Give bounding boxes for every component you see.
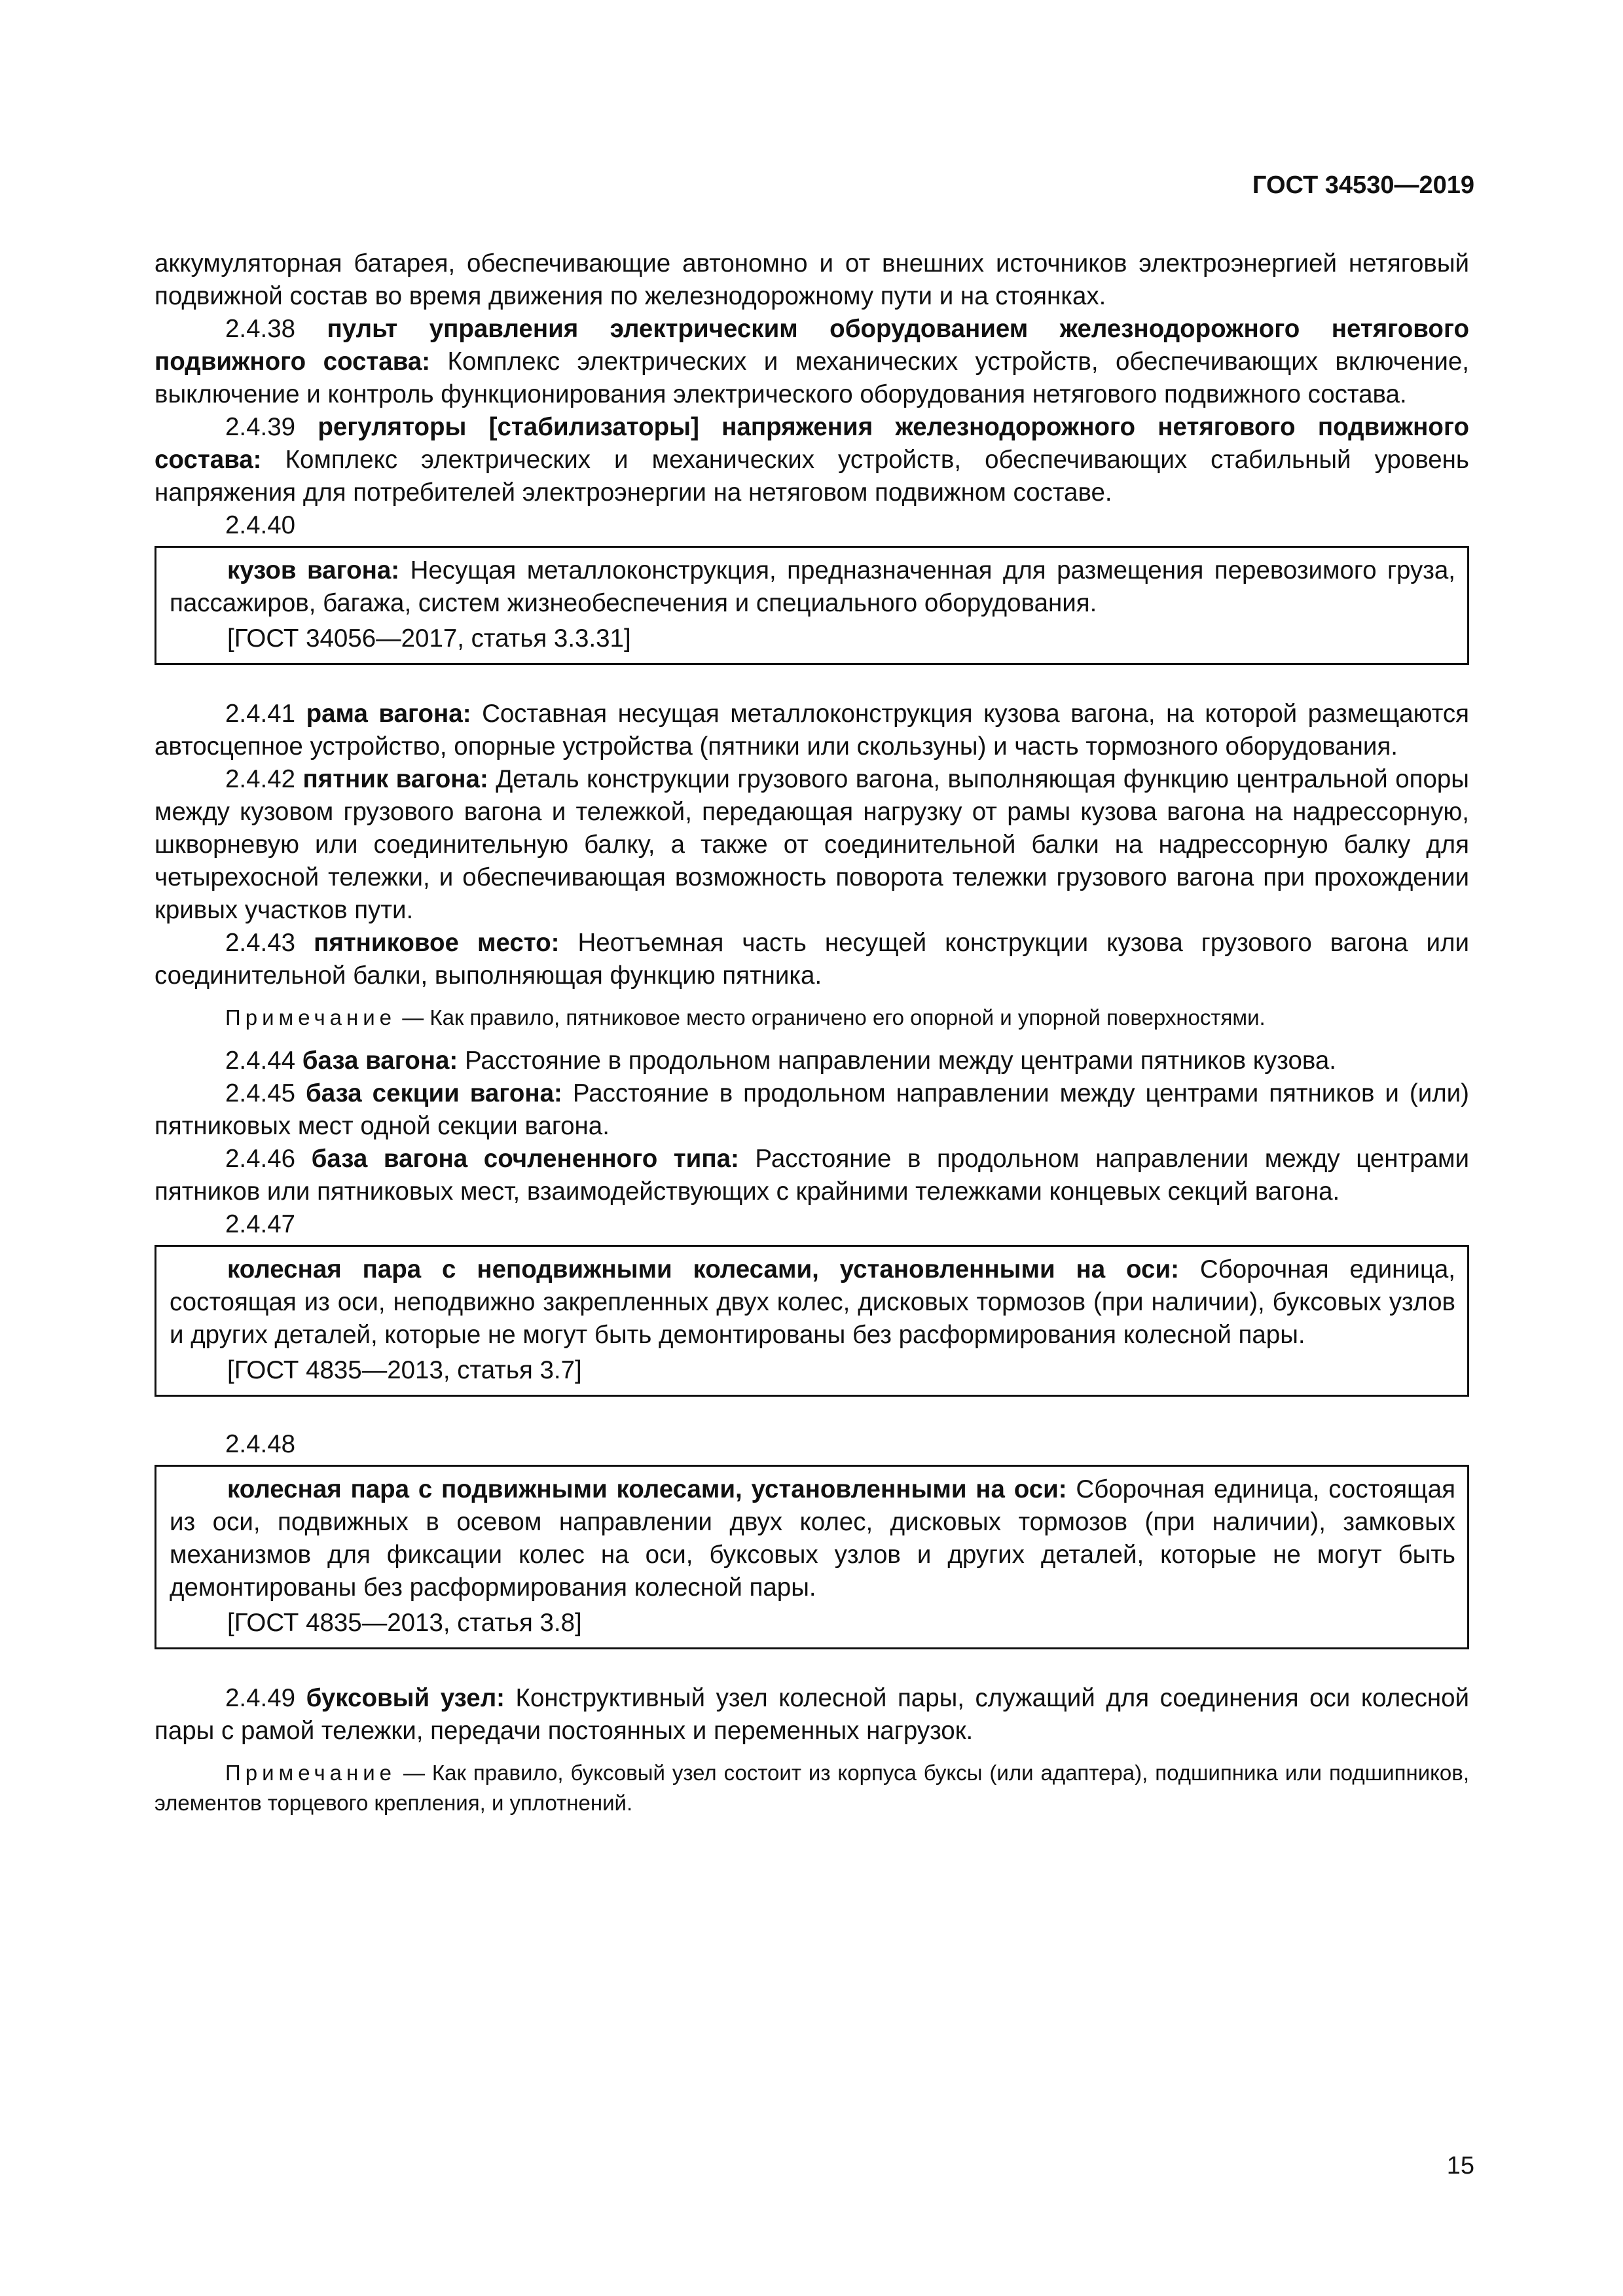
term-number-2-4-40: 2.4.40 bbox=[225, 511, 296, 539]
term-title: пятник вагона: bbox=[302, 765, 488, 793]
term-2-4-39 bbox=[155, 411, 1469, 509]
term-2-4-44 bbox=[155, 1045, 1469, 1077]
term-definition: Сборочная единица, состоящая из оси, подвижных в осевом направлении двух колес, дисковых тормозов (при наличии), замковых механизмов для фиксации колес на оси, буксовых узлов и других деталей, которые не могут быть демонтированы без расформирования колесной пары. bbox=[170, 1475, 1455, 1602]
term-title: буксовый узел: bbox=[306, 1684, 505, 1712]
term-title: кузов вагона: bbox=[227, 556, 400, 584]
term-definition: Составная несущая металлоконструкция кузова вагона, на которой размещаются автосцепное устройство, опорные устройства (пятники или скользуны) и часть тормозного оборудования. bbox=[155, 700, 1469, 761]
term-definition: Несущая металлоконструкция, предназначенная для размещения перевозимого груза, пассажиров, багажа, систем жизнеобеспечения и специального оборудования. bbox=[170, 556, 1455, 617]
term-2-4-43 bbox=[155, 927, 1469, 992]
term-2-4-47 bbox=[170, 1253, 1455, 1352]
term-2-4-48 bbox=[170, 1473, 1455, 1604]
term-2-4-40 bbox=[170, 554, 1455, 620]
term-title: колесная пара с подвижными колесами, установленными на оси: bbox=[227, 1475, 1067, 1503]
term-2-4-45 bbox=[155, 1077, 1469, 1143]
quoted-term-box-2-4-47 bbox=[155, 1245, 1469, 1397]
quoted-term-box-2-4-48 bbox=[155, 1465, 1469, 1649]
note-2 bbox=[155, 1758, 1469, 1818]
note-label: Примечание bbox=[225, 1761, 397, 1785]
source-reference: [ГОСТ 4835—2013, статья 3.8] bbox=[227, 1609, 582, 1637]
term-definition: Расстояние в продольном направлении между центрами пятников и (или) пятниковых мест одной секции вагона. bbox=[155, 1079, 1469, 1140]
page-number: 15 bbox=[1446, 2152, 1474, 2179]
term-definition: Неотъемная часть несущей конструкции кузова грузового вагона или соединительной балки, выполняющая функцию пятника. bbox=[155, 929, 1469, 990]
quoted-term-box-2-4-40 bbox=[155, 546, 1469, 665]
term-2-4-42 bbox=[155, 763, 1469, 927]
term-number: 2.4.42 bbox=[225, 765, 296, 793]
term-definition: Деталь конструкции грузового вагона, выполняющая функцию центральной опоры между кузовом грузового вагона и тележкой, передающая нагрузку от рамы кузова вагона на надрессорную, шкворневую или соединительную балку, а также от соединительной балки на надрессорную балку для четырехосной тележки, и обеспечивающая возможность поворота тележки грузового вагона при прохождении кривых участков пути. bbox=[155, 765, 1469, 924]
term-definition: Расстояние в продольном направлении между центрами пятников кузова. bbox=[464, 1047, 1337, 1075]
term-number: 2.4.38 bbox=[225, 315, 296, 343]
source-reference: [ГОСТ 34056—2017, статья 3.3.31] bbox=[227, 624, 631, 653]
term-2-4-38 bbox=[155, 313, 1469, 411]
term-number: 2.4.45 bbox=[225, 1079, 296, 1107]
term-number: 2.4.49 bbox=[225, 1684, 296, 1712]
term-definition: Сборочная единица, состоящая из оси, неподвижно закрепленных двух колес, дисковых тормозов (при наличии), буксовых узлов и других деталей, которые не могут быть демонтированы без расформирования колесной пары. bbox=[170, 1255, 1456, 1349]
term-number-2-4-48: 2.4.48 bbox=[225, 1430, 296, 1458]
note-1 bbox=[155, 1003, 1469, 1033]
term-2-4-41 bbox=[155, 698, 1469, 763]
term-title: пятниковое место: bbox=[314, 929, 560, 957]
term-number: 2.4.43 bbox=[225, 929, 296, 957]
term-definition: Конструктивный узел колесной пары, служащий для соединения оси колесной пары с рамой тележки, передачи постоянных и переменных нагрузок. bbox=[155, 1684, 1469, 1745]
term-number: 2.4.46 bbox=[225, 1145, 296, 1173]
term-number: 2.4.41 bbox=[225, 700, 296, 728]
term-definition: Комплекс электрических и механических устройств, обеспечивающих включение, выключение и контроль функционирования электрического оборудования нетягового подвижного состава. bbox=[155, 348, 1469, 408]
term-definition: Расстояние в продольном направлении между центрами пятников или пятниковых мест, взаимодействующих с крайними тележками концевых секций вагона. bbox=[155, 1145, 1469, 1206]
term-title: колесная пара с неподвижными колесами, установленными на оси: bbox=[227, 1255, 1179, 1283]
term-title: база вагона: bbox=[302, 1047, 458, 1075]
source-reference: [ГОСТ 4835—2013, статья 3.7] bbox=[227, 1356, 582, 1384]
term-title: рама вагона: bbox=[306, 700, 471, 728]
term-number-2-4-47: 2.4.47 bbox=[225, 1210, 296, 1238]
document-code: ГОСТ 34530—2019 bbox=[1252, 171, 1474, 199]
note-text: — Как правило, пятниковое место ограничено его опорной и упорной поверхностями. bbox=[402, 1005, 1266, 1030]
note-text: — Как правило, буксовый узел состоит из корпуса буксы (или адаптера), подшипника или подшипников, элементов торцевого крепления, и уплотнений. bbox=[155, 1761, 1469, 1815]
term-title: пульт управления электрическим оборудованием железнодорожного нетягового подвижного состава: bbox=[155, 315, 1469, 376]
term-title: регуляторы [стабилизаторы] напряжения железнодорожного нетягового подвижного состава: bbox=[155, 413, 1469, 474]
document-body bbox=[155, 247, 1469, 1830]
term-2-4-49 bbox=[155, 1682, 1469, 1748]
term-number: 2.4.39 bbox=[225, 413, 296, 441]
term-number: 2.4.44 bbox=[225, 1047, 296, 1075]
term-2-4-46 bbox=[155, 1143, 1469, 1208]
paragraph-continuation: аккумуляторная батарея, обеспечивающие автономно и от внешних источников электроэнергией нетяговый подвижной состав во время движения по железнодорожному пути и на стоянках. bbox=[155, 249, 1469, 310]
term-title: база вагона сочлененного типа: bbox=[311, 1145, 739, 1173]
term-title: база секции вагона: bbox=[306, 1079, 562, 1107]
term-definition: Комплекс электрических и механических устройств, обеспечивающих стабильный уровень напряжения для потребителей электроэнергии на нетяговом подвижном составе. bbox=[155, 446, 1469, 507]
note-label: Примечание bbox=[225, 1005, 397, 1030]
